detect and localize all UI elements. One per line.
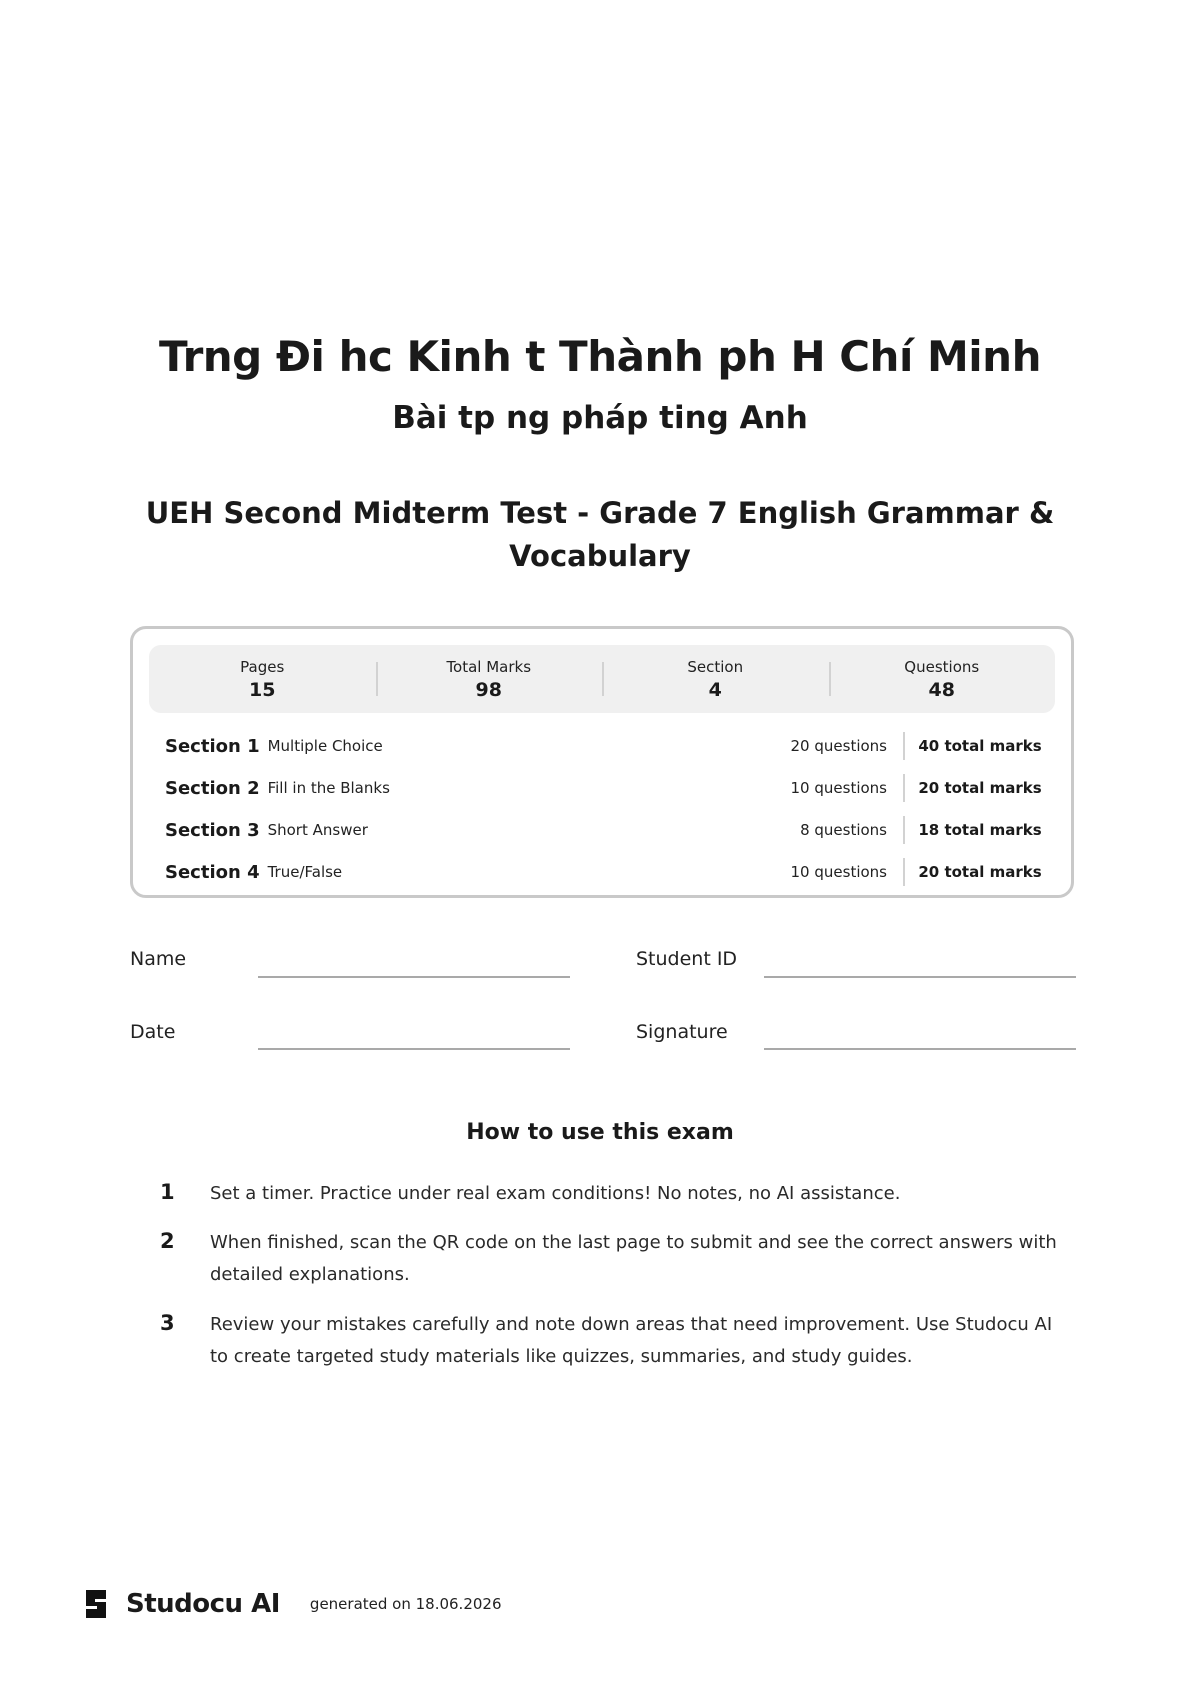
section-row: [165, 813, 1045, 847]
section-question-count: 8 questions: [800, 821, 887, 839]
stat-value: 98: [475, 678, 502, 701]
stat-total-marks: [376, 645, 603, 713]
date-label: Date: [130, 1021, 176, 1043]
section-name: Section 2: [165, 777, 260, 799]
section-marks: 40 total marks: [918, 737, 1042, 755]
section-name: Section 3: [165, 819, 260, 841]
section-type: Fill in the Blanks: [267, 779, 390, 797]
page-subtitle: Bài tp ng pháp ting Anh: [392, 400, 808, 436]
howto-step: [160, 1309, 1060, 1373]
section-row: [165, 729, 1045, 763]
stat-questions: [829, 645, 1056, 713]
step-number: 2: [160, 1229, 175, 1253]
stat-label: Pages: [240, 657, 285, 676]
exam-title: UEH Second Midterm Test - Grade 7 English Grammar & Vocabulary: [145, 496, 1055, 573]
stat-value: 15: [249, 678, 276, 701]
howto-title: How to use this exam: [466, 1120, 734, 1145]
section-marks: 20 total marks: [918, 863, 1042, 881]
howto-step: [160, 1227, 1060, 1291]
step-text: When finished, scan the QR code on the last page to submit and see the correct answers with detailed explanations.: [210, 1232, 1057, 1285]
signature-label: Signature: [636, 1021, 728, 1043]
student-id-field[interactable]: [764, 976, 1076, 978]
section-marks: 20 total marks: [918, 779, 1042, 797]
section-question-count: 10 questions: [790, 779, 887, 797]
brand-name: Studocu AI: [126, 1589, 280, 1619]
stat-label: Section: [687, 657, 744, 676]
section-question-count: 20 questions: [790, 737, 887, 755]
section-type: Short Answer: [267, 821, 368, 839]
stat-value: 4: [708, 678, 722, 701]
step-number: 3: [160, 1311, 175, 1335]
section-name: Section 1: [165, 735, 260, 757]
section-row: [165, 855, 1045, 889]
step-text: Review your mistakes carefully and note down areas that need improvement. Use Studocu AI to create targeted study materials like quizzes, summaries, and study guides.: [210, 1314, 1053, 1367]
step-number: 1: [160, 1180, 175, 1204]
stats-bar: [149, 645, 1055, 713]
section-name: Section 4: [165, 861, 260, 883]
generated-date: generated on 18.06.2026: [309, 1595, 502, 1613]
section-question-count: 10 questions: [790, 863, 887, 881]
page-title: Trng Đi hc Kinh t Thành ph H Chí Minh: [159, 332, 1041, 381]
stat-label: Questions: [904, 657, 980, 676]
footer: [78, 1586, 502, 1622]
section-type: True/False: [267, 863, 343, 881]
section-type: Multiple Choice: [267, 737, 383, 755]
howto-step: [160, 1178, 1060, 1210]
stat-sections: [602, 645, 829, 713]
name-label: Name: [130, 948, 187, 970]
stat-pages: [149, 645, 376, 713]
section-marks: 18 total marks: [918, 821, 1042, 839]
step-text: Set a timer. Practice under real exam conditions! No notes, no AI assistance.: [210, 1183, 901, 1204]
stat-label: Total Marks: [446, 657, 532, 676]
date-field[interactable]: [258, 1048, 570, 1050]
stat-value: 48: [928, 678, 955, 701]
section-row: [165, 771, 1045, 805]
name-field[interactable]: [258, 976, 570, 978]
signature-field[interactable]: [764, 1048, 1076, 1050]
student-id-label: Student ID: [636, 948, 738, 970]
exam-summary-card: [130, 626, 1074, 898]
studocu-logo-icon: [78, 1586, 114, 1622]
